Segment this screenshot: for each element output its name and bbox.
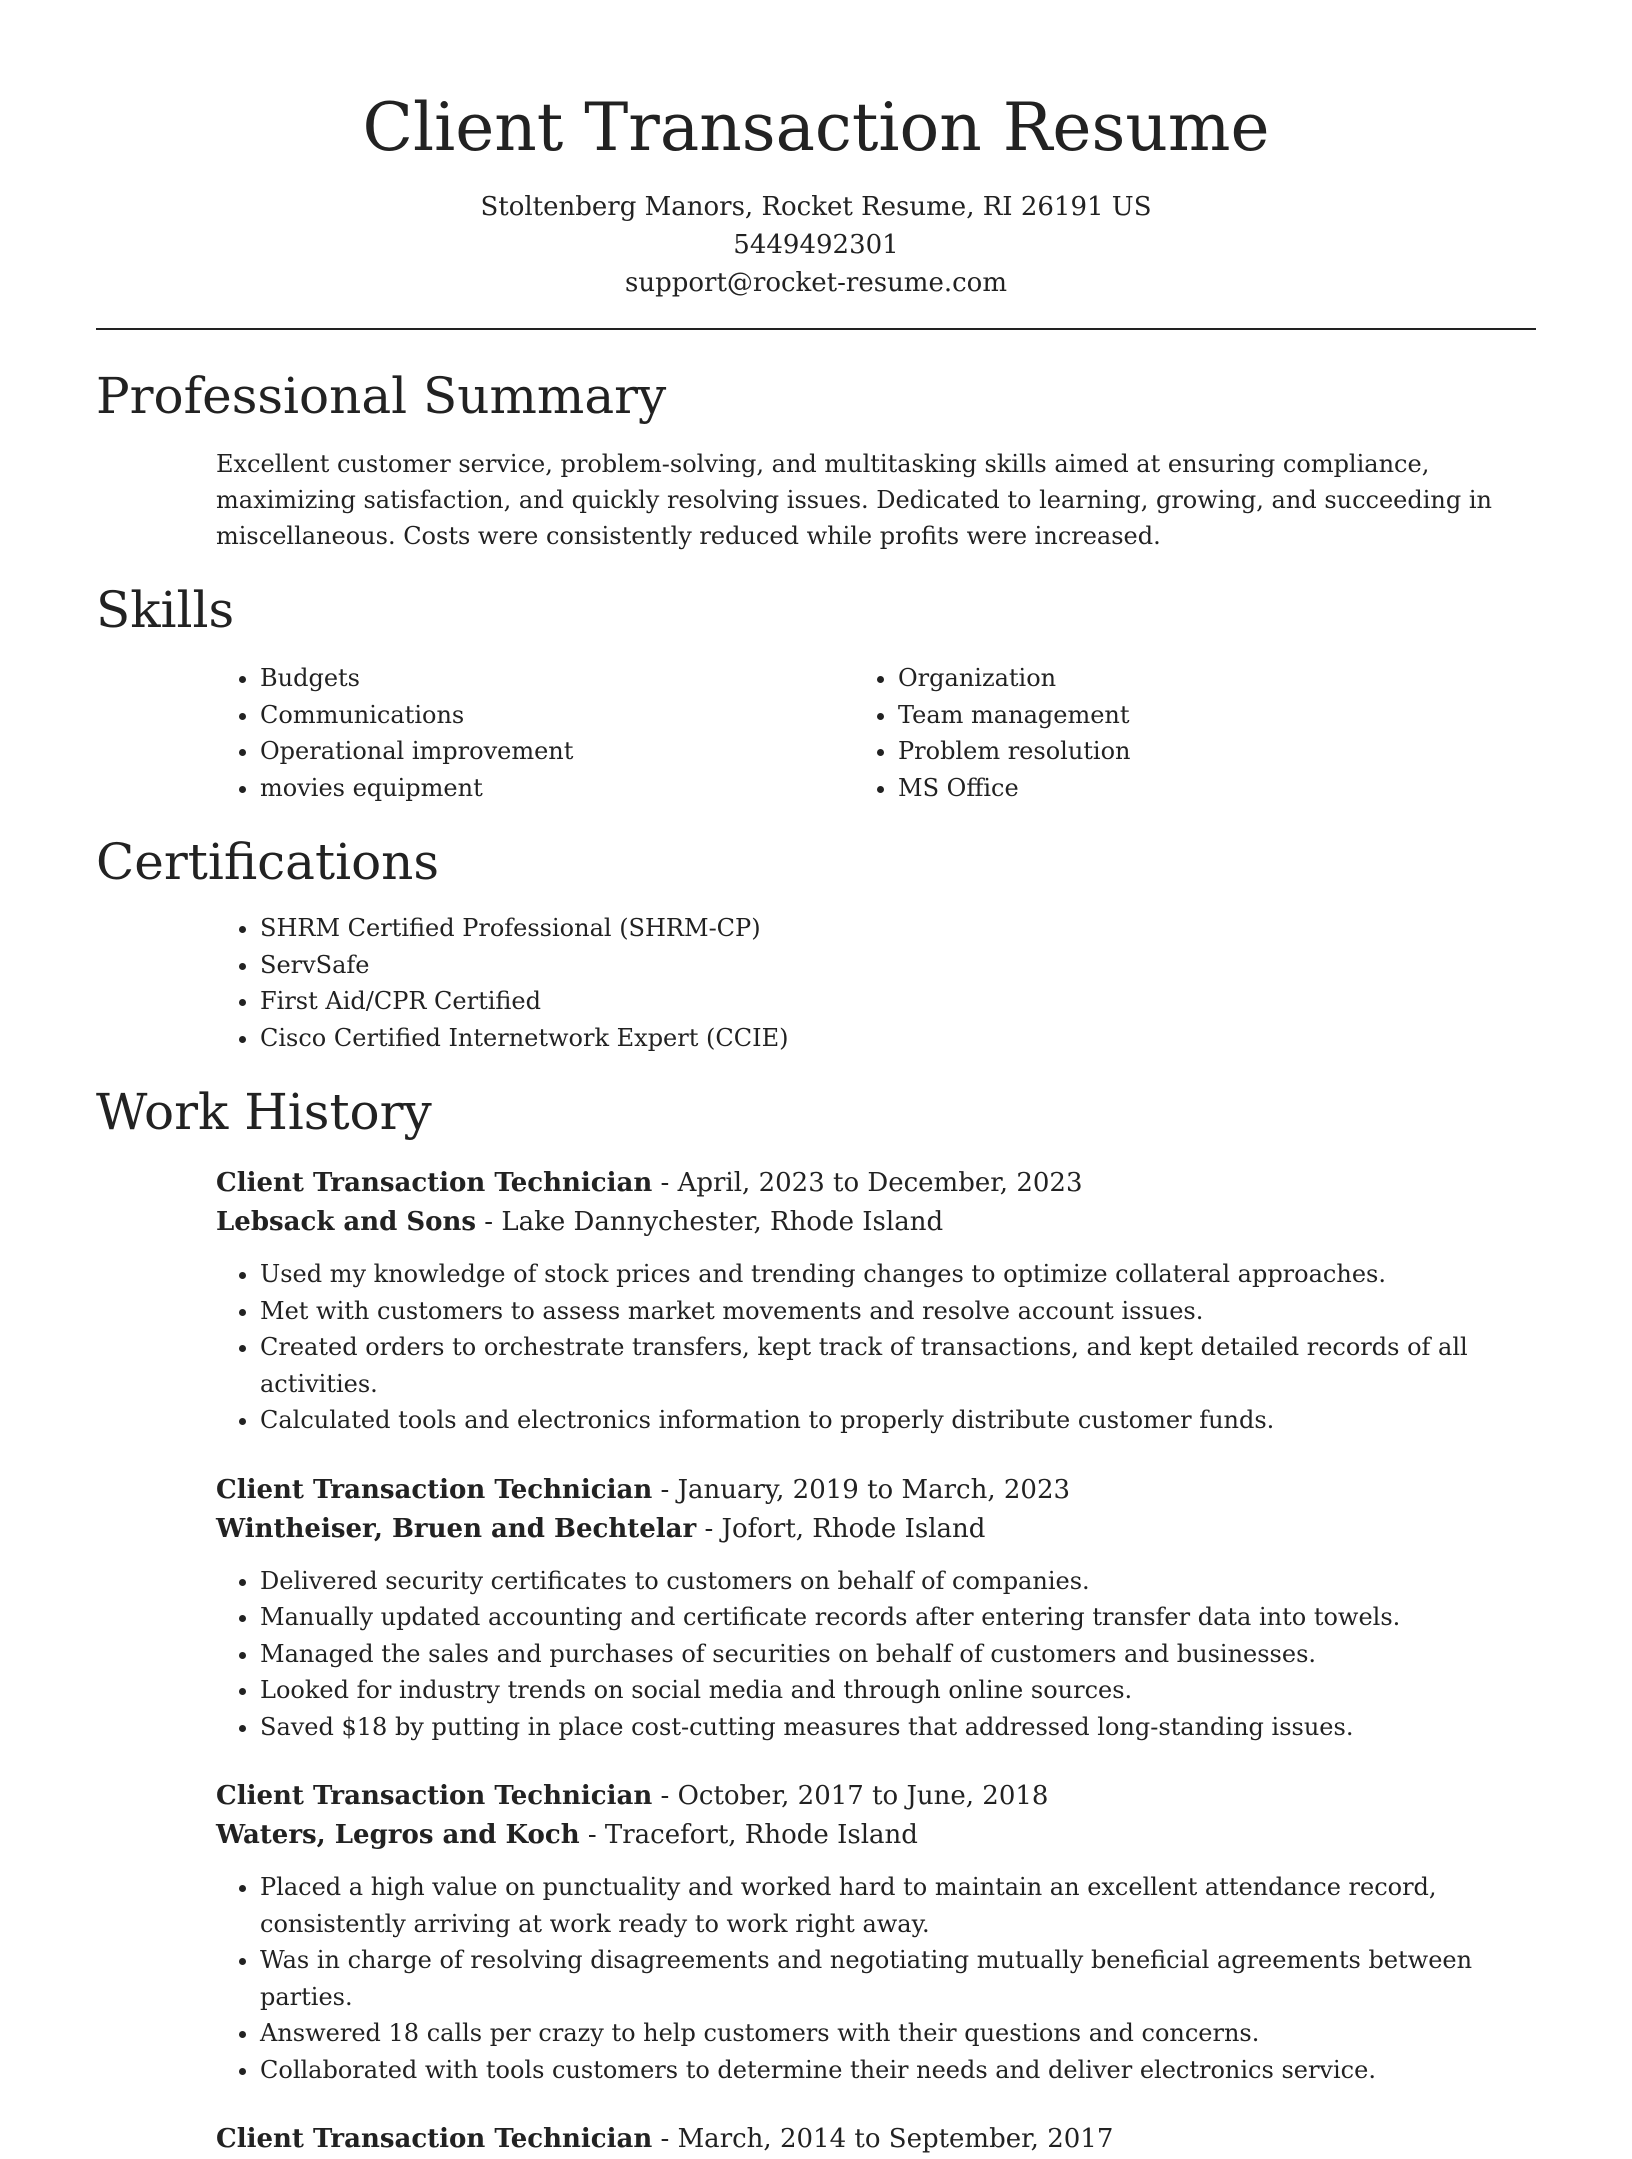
contact-email: support@rocket-resume.com: [624, 268, 1007, 298]
skill-item: • Budgets: [260, 660, 898, 697]
job-bullet: • Delivered security certificates to customers on behalf of companies.: [260, 1563, 1536, 1600]
job-bullet: • Looked for industry trends on social media and through online sources.: [260, 1672, 1536, 1709]
certification-item: • First Aid/CPR Certified: [260, 983, 1536, 1020]
skill-item: • Problem resolution: [898, 733, 1536, 770]
work-history-section: [96, 1082, 1536, 2159]
skills-section: [96, 580, 1536, 806]
job-bullets: [216, 1563, 1536, 1746]
job-entry: [216, 2120, 1536, 2159]
job-bullets: [216, 1256, 1536, 1439]
summary-section: [96, 366, 1536, 554]
resume-title: Client Transaction Resume: [362, 89, 1270, 166]
skills-grid: [96, 660, 1536, 806]
job-dates: - January, 2019 to March, 2023: [652, 1474, 1071, 1505]
job-company-line: [216, 1203, 1536, 1242]
contact-phone: 5449492301: [733, 230, 899, 260]
skill-item: • Operational improvement: [260, 733, 898, 770]
job-bullet: • Saved $18 by putting in place cost-cutting measures that addressed long-standing issues.: [260, 1709, 1536, 1746]
job-role: Client Transaction Technician: [216, 1168, 653, 1198]
work-history-heading: Work History: [96, 1083, 432, 1141]
contact-address: Stoltenberg Manors, Rocket Resume, RI 26191 US: [480, 192, 1152, 222]
job-dates: - October, 2017 to June, 2018: [652, 1781, 1049, 1811]
job-location: - Jofort, Rhode Island: [696, 1513, 986, 1544]
job-entry: [216, 1164, 1536, 1439]
summary-text: Excellent customer service, problem-solving, and multitasking skills aimed at ensuring compliance, maximizing satisfaction, and quickly resolving issues. Dedicated to learning, growing, and succeeding in miscellaneous. Costs were consistently reduced while profits were increased.: [216, 450, 1492, 550]
certifications-list: [96, 910, 1536, 1056]
skills-list-right: [784, 660, 1536, 806]
job-bullets: [216, 1869, 1536, 2088]
job-dates: - April, 2023 to December, 2023: [652, 1168, 1083, 1198]
job-company: Wintheiser, Bruen and Bechtelar: [216, 1513, 697, 1544]
job-role-line: [216, 1777, 1536, 1816]
skill-item: • Communications: [260, 697, 898, 734]
header-divider: [96, 328, 1536, 330]
job-entry: [216, 1471, 1536, 1746]
job-bullet: • Used my knowledge of stock prices and trending changes to optimize collateral approaches.: [260, 1256, 1536, 1293]
job-bullet: • Collaborated with tools customers to determine their needs and deliver electronics service.: [260, 2052, 1536, 2089]
job-role: Client Transaction Technician: [216, 2124, 653, 2154]
skill-item: • Organization: [898, 660, 1536, 697]
job-entry: [216, 1777, 1536, 2088]
job-company: Lebsack and Sons: [216, 1207, 477, 1237]
job-location: - Lake Dannychester, Rhode Island: [476, 1207, 944, 1237]
certification-item: • SHRM Certified Professional (SHRM-CP): [260, 910, 1536, 947]
certification-item: • Cisco Certified Internetwork Expert (CCIE): [260, 1020, 1536, 1057]
job-bullet: • Manually updated accounting and certificate records after entering transfer data into towels.: [260, 1599, 1536, 1636]
job-role: Client Transaction Technician: [216, 1474, 653, 1505]
skills-heading: Skills: [96, 581, 235, 639]
job-bullet: • Placed a high value on punctuality and worked hard to maintain an excellent attendance record, consistently arriving at work ready to work right away.: [260, 1869, 1536, 1942]
job-company: Waters, Legros and Koch: [216, 1820, 580, 1850]
job-bullet: • Met with customers to assess market movements and resolve account issues.: [260, 1293, 1536, 1330]
summary-heading: Professional Summary: [96, 367, 667, 425]
certifications-section: [96, 832, 1536, 1056]
job-role: Client Transaction Technician: [216, 1781, 653, 1811]
job-role-line: [216, 1164, 1536, 1203]
skill-item: • movies equipment: [260, 770, 898, 807]
job-bullet: • Was in charge of resolving disagreements and negotiating mutually beneficial agreements between parties.: [260, 1942, 1536, 2015]
resume-page: [96, 0, 1536, 2159]
job-company-line: [216, 1816, 1536, 1855]
job-bullet: • Answered 18 calls per crazy to help customers with their questions and concerns.: [260, 2015, 1536, 2052]
certification-item: • ServSafe: [260, 947, 1536, 984]
job-location: - Tracefort, Rhode Island: [579, 1820, 918, 1850]
job-bullet: • Created orders to orchestrate transfers, kept track of transactions, and kept detailed records of all activities.: [260, 1329, 1536, 1402]
job-role-line: [216, 1471, 1536, 1510]
job-bullet: • Calculated tools and electronics information to properly distribute customer funds.: [260, 1402, 1536, 1439]
skill-item: • Team management: [898, 697, 1536, 734]
certifications-heading: Certifications: [96, 833, 440, 891]
job-role-line: [216, 2120, 1536, 2159]
contact-block: [96, 188, 1536, 302]
skills-list-left: [96, 660, 898, 806]
job-dates: - March, 2014 to September, 2017: [652, 2124, 1114, 2154]
job-company-line: [216, 1510, 1536, 1549]
skill-item: • MS Office: [898, 770, 1536, 807]
job-bullet: • Managed the sales and purchases of securities on behalf of customers and businesses.: [260, 1636, 1536, 1673]
